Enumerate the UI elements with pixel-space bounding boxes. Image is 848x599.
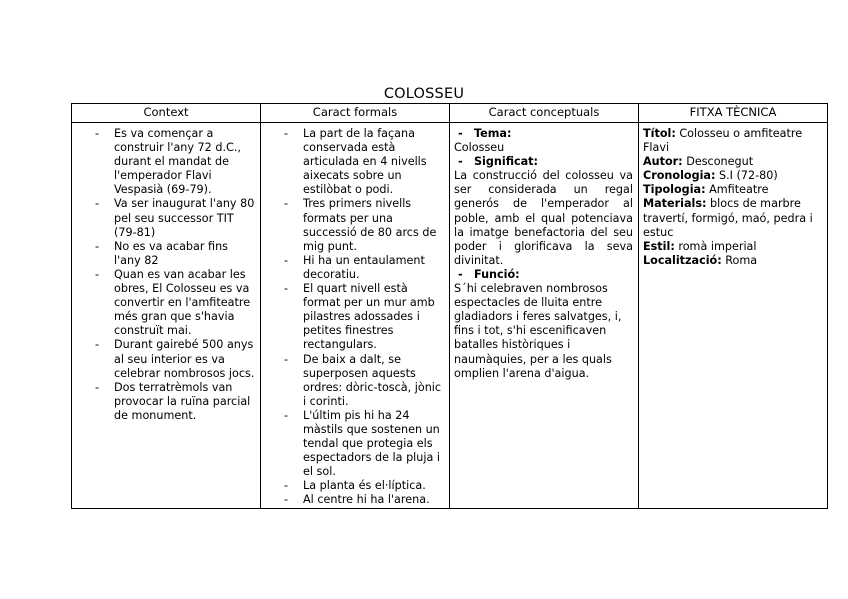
significat-text: La construcció del colosseu va ser considerada un regal generós de l'emperador al poble, amb el qual potenciava la imatge benefactoria del seu poder i glorificava la seva divinitat. bbox=[454, 169, 633, 267]
significat-heading: - Significat: bbox=[458, 155, 538, 169]
fitxa-tipologia: Tipologia: Amfiteatre bbox=[643, 183, 769, 197]
fitxa-titol: Títol: Colosseu o amfiteatre Flavi bbox=[643, 127, 803, 155]
fitxa-estil: Estil: romà imperial bbox=[643, 239, 757, 253]
header-context: Context bbox=[72, 104, 261, 123]
list-item: - La planta és el·líptica. bbox=[284, 479, 426, 493]
conceptuals-cell bbox=[450, 125, 639, 508]
header-row bbox=[72, 104, 828, 123]
header-fitxa-tecnica: FITXA TÈCNICA bbox=[639, 104, 828, 123]
fitxa-cell bbox=[639, 125, 828, 508]
header-caract-formals: Caract formals bbox=[261, 104, 450, 123]
list-item: - El quart nivell està format per un mur amb pilastres adossades i petites finestres rectangulars. bbox=[284, 282, 435, 352]
fitxa-materials: Materials: blocs de marbre travertí, formigó, maó, pedra i estuc bbox=[643, 197, 813, 239]
list-item: - Durant gairebé 500 anys al seu interior es va celebrar nombrosos jocs. bbox=[95, 338, 255, 380]
content-row bbox=[72, 125, 828, 508]
colosseu-table bbox=[71, 103, 828, 509]
list-item: - Quan es van acabar les obres, El Colosseu es va convertir en l'amfiteatre més gran que s'havia construït mai. bbox=[95, 267, 251, 338]
list-item: - De baix a dalt, se superposen aquests ordres: dòric-toscà, jònic i corinti. bbox=[284, 352, 442, 408]
list-item: - Dos terratrèmols van provocar la ruïna parcial de monument. bbox=[95, 380, 251, 422]
page-title: COLOSSEU bbox=[383, 86, 465, 102]
tema-heading: - Tema: bbox=[458, 127, 512, 140]
tema-text: Colosseu bbox=[454, 141, 505, 155]
formals-cell bbox=[261, 125, 450, 508]
list-item: - Es va començar a construir l'any 72 d.C., durant el mandat de l'emperador Flavi Vespasià (69-79). bbox=[95, 127, 241, 197]
formals-list bbox=[261, 127, 449, 508]
fitxa-cronologia: Cronologia: S.I (72-80) bbox=[643, 169, 778, 183]
funcio-heading: - Funció: bbox=[458, 267, 520, 281]
context-cell bbox=[72, 125, 261, 508]
header-caract-conceptuals: Caract conceptuals bbox=[450, 104, 639, 123]
list-item: - Tres primers nivells formats per una successió de 80 arcs de mig punt. bbox=[284, 197, 437, 253]
list-item: - Hi ha un entaulament decoratiu. bbox=[284, 253, 425, 281]
list-item: - No es va acabar fins l'any 82 bbox=[95, 239, 229, 267]
fitxa-localitzacio: Localització: Roma bbox=[643, 253, 758, 267]
context-list bbox=[72, 127, 260, 423]
list-item: - La part de la façana conservada està articulada en 4 nivells aixecats sobre un estilòbat o podi. bbox=[284, 127, 427, 197]
funcio-text: S´hi celebraven nombrosos espectacles de lluita entre gladiadors i feres salvatges, i, fins i tot, s'hi escenificaven batalles històriques i naumàquies, per a les quals omplien l'arena d'aigua. bbox=[454, 282, 622, 380]
list-item: - L'últim pis hi ha 24 màstils que sostenen un tendal que protegia els espectadors de la pluja i el sol. bbox=[284, 408, 441, 479]
fitxa-autor: Autor: Desconegut bbox=[643, 155, 754, 169]
list-item: - Va ser inaugurat l'any 80 pel seu successor TIT (79-81) bbox=[95, 197, 255, 239]
list-item: - Al centre hi ha l'arena. bbox=[284, 493, 430, 507]
